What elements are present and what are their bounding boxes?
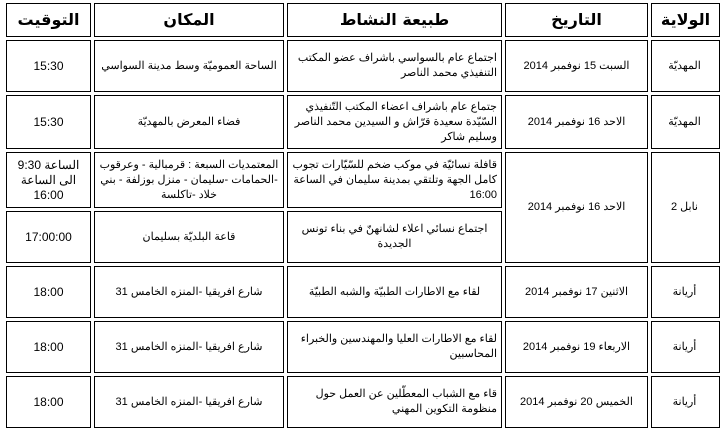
place-cell: فضاء المعرض بالمهديّة: [94, 95, 284, 149]
time-cell: 18:00: [6, 266, 91, 318]
time-cell: 18:00: [6, 376, 91, 428]
header-date: التاريخ: [505, 3, 648, 37]
place-cell: شارع افريقيا -المنزه الخامس 31: [94, 266, 284, 318]
governorate-cell: أريانة: [651, 266, 720, 318]
table-row: [6, 321, 720, 373]
table-row: [6, 95, 720, 149]
activity-cell: اجتماع عام بالسواسي باشراف عضو المكتب التنفيذي محمد الناصر: [287, 40, 502, 92]
activity-cell: لقاء مع الاطارات الطبيّة والشبه الطبيّة: [287, 266, 502, 318]
place-cell: شارع افريقيا -المنزه الخامس 31: [94, 376, 284, 428]
time-cell: 15:30: [6, 95, 91, 149]
schedule-table: [3, 0, 720, 431]
header-row: [6, 3, 720, 37]
governorate-cell: أريانة: [651, 321, 720, 373]
activity-cell: لقاء مع الاطارات العليا والمهندسين والخبراء المحاسبين: [287, 321, 502, 373]
governorate-cell: أريانة: [651, 376, 720, 428]
header-time: التوقيت: [6, 3, 91, 37]
place-cell: المعتمديات السبعة : قرمبالية - وعرقوب -الحمامات -سليمان - منزل بوزلفة - بني خلاد -تاكلسة: [94, 152, 284, 208]
activity-cell: قافلة نسائيّة في موكب ضخم للسّيّارات تجوب كامل الجهة وتلتقي بمدينة سليمان في الساعة 16:00: [287, 152, 502, 208]
activity-cell: جتماع عام باشراف اعضاء المكتب التّنفيذي السّيّدة سعيدة قرّاش و السيدين محمد الناصر وسليم شاكر: [287, 95, 502, 149]
table-row: [6, 40, 720, 92]
time-cell: الساعة 9:30 الى الساعة 16:00: [6, 152, 91, 208]
time-cell: 18:00: [6, 321, 91, 373]
header-governorate: الولاية: [651, 3, 720, 37]
date-cell: الاثنين 17 نوفمبر 2014: [505, 266, 648, 318]
governorate-cell: المهديّة: [651, 95, 720, 149]
header-place: المكان: [94, 3, 284, 37]
table-row: [6, 376, 720, 428]
date-cell: الاربعاء 19 نوفمبر 2014: [505, 321, 648, 373]
time-cell: 17:00:00: [6, 211, 91, 263]
activity-cell: قاء مع الشباب المعطّلين عن العمل حول منظومة التكوين المهني: [287, 376, 502, 428]
table-row: [6, 266, 720, 318]
date-cell: الاحد 16 نوفمبر 2014: [505, 95, 648, 149]
date-cell: الخميس 20 نوفمبر 2014: [505, 376, 648, 428]
governorate-cell: المهديّة: [651, 40, 720, 92]
place-cell: قاعة البلديّة بسليمان: [94, 211, 284, 263]
table-row: [6, 152, 720, 208]
place-cell: شارع افريقيا -المنزه الخامس 31: [94, 321, 284, 373]
place-cell: الساحة العموميّة وسط مدينة السواسي: [94, 40, 284, 92]
date-cell: الاحد 16 نوفمبر 2014: [505, 152, 648, 263]
date-cell: السبت 15 نوفمبر 2014: [505, 40, 648, 92]
header-activity: طبيعة النشاط: [287, 3, 502, 37]
activity-cell: اجتماع نسائي اعلاء لشانهنّ في بناء تونس الجديدة: [287, 211, 502, 263]
governorate-cell: نابل 2: [651, 152, 720, 263]
time-cell: 15:30: [6, 40, 91, 92]
